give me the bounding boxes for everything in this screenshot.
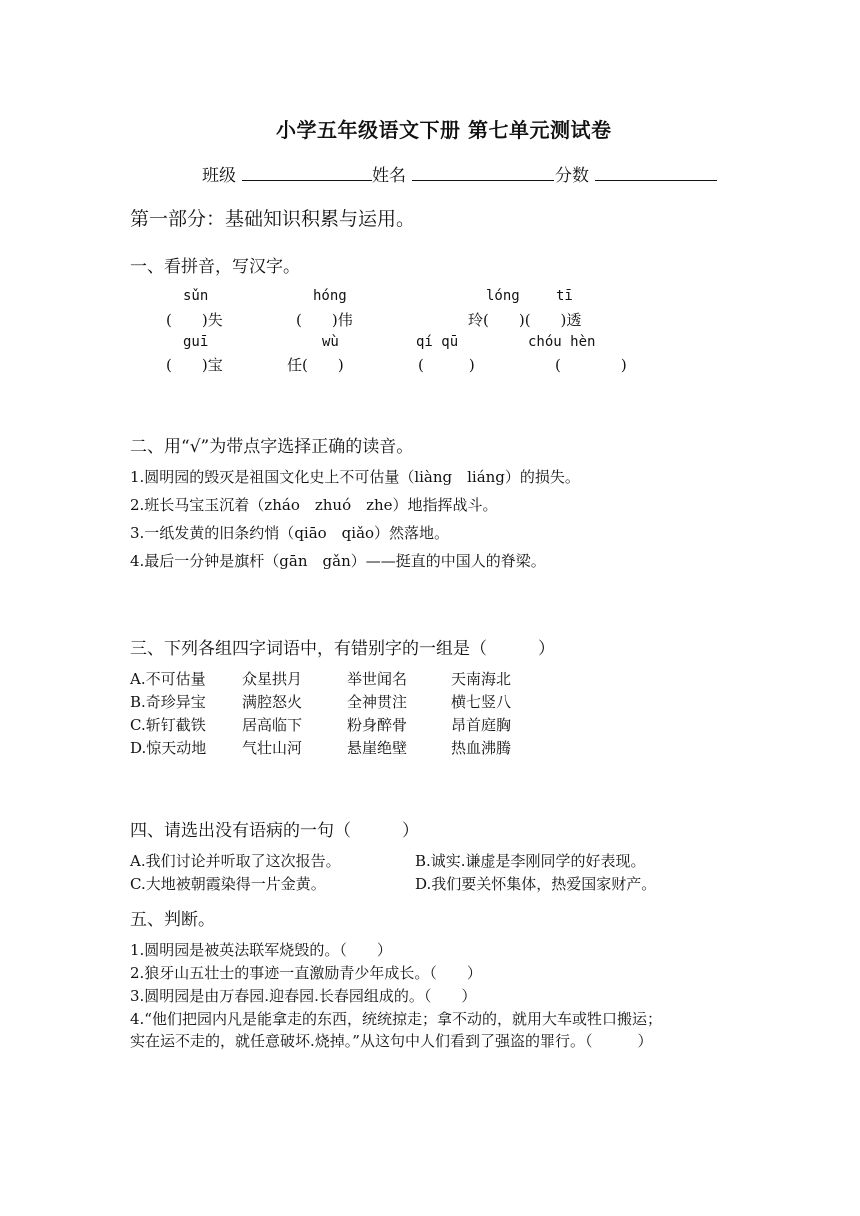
pinyin: lóng <box>486 288 520 304</box>
judgement-item: 1.圆明园是被英法联军烧毁的。（ ） <box>130 941 392 959</box>
part-heading: 第一部分：基础知识积累与运用。 <box>130 208 416 230</box>
answer-blank[interactable]: ( ) <box>418 356 475 374</box>
page-title: 小学五年级语文下册 第七单元测试卷 <box>276 118 612 142</box>
word: 横七竖八 <box>451 693 512 711</box>
class-blank[interactable] <box>242 162 372 181</box>
question-item: 1.圆明园的毁灭是祖国文化史上不可估量（liàng liáng）的损失。 <box>130 468 580 486</box>
word: 粉身醉骨 <box>347 716 408 734</box>
score-blank[interactable] <box>595 162 717 181</box>
word: 全神贯注 <box>347 693 408 711</box>
name-label: 姓名 <box>372 166 406 186</box>
question-item: 2.班长马宝玉沉着（zháo zhuó zhe）地指挥战斗。 <box>130 496 498 514</box>
option-a[interactable]: A.我们讨论并听取了这次报告。 <box>130 852 341 870</box>
question-item: 4.最后一分钟是旗杆（gān gǎn）——挺直的中国人的脊梁。 <box>130 552 546 570</box>
judgement-item: 3.圆明园是由万春园.迎春园.长春园组成的。（ ） <box>130 987 477 1005</box>
score-label: 分数 <box>555 166 589 186</box>
word: 气壮山河 <box>242 739 303 757</box>
judgement-item-continued: 实在运不走的，就任意破坏.烧掉。”从这句中人们看到了强盗的罪行。（ ） <box>130 1032 653 1050</box>
section-3-heading: 三、下列各组四字词语中，有错别字的一组是（ ） <box>130 639 555 659</box>
pinyin: wù <box>322 334 339 350</box>
name-blank[interactable] <box>412 162 554 181</box>
answer-blank[interactable]: ( )伟 <box>296 311 353 329</box>
answer-blank[interactable]: ( )宝 <box>166 356 223 374</box>
answer-blank[interactable]: ( )失 <box>166 311 223 329</box>
word: 举世闻名 <box>347 670 408 688</box>
judgement-item: 4.“他们把园内凡是能拿走的东西，统统掠走；拿不动的，就用大车或牲口搬运； <box>130 1010 662 1028</box>
section-2-heading: 二、用“√”为带点字选择正确的读音。 <box>130 437 414 457</box>
option-d[interactable]: D.惊天动地 <box>130 739 207 757</box>
word: 众星拱月 <box>242 670 303 688</box>
pinyin: hóng <box>313 288 347 304</box>
word: 热血沸腾 <box>451 739 512 757</box>
option-b[interactable]: B.奇珍异宝 <box>130 693 206 711</box>
answer-blank[interactable]: ( ) <box>555 356 627 374</box>
pinyin: chóu hèn <box>528 334 596 350</box>
pinyin: guī <box>183 334 209 350</box>
answer-blank[interactable]: 任( ) <box>287 356 344 374</box>
option-d[interactable]: D.我们要关怀集体，热爱国家财产。 <box>415 875 657 893</box>
word: 昂首庭胸 <box>451 716 512 734</box>
option-c[interactable]: C.大地被朝霞染得一片金黄。 <box>130 875 326 893</box>
word: 满腔怒火 <box>242 693 303 711</box>
section-1-heading: 一、看拼音，写汉字。 <box>130 257 300 277</box>
word: 悬崖绝壁 <box>347 739 408 757</box>
option-a[interactable]: A.不可估量 <box>130 670 206 688</box>
pinyin: tī <box>556 288 573 304</box>
pinyin: qí qū <box>416 334 459 350</box>
class-label: 班级 <box>202 166 236 186</box>
question-item: 3.一纸发黄的旧条约悄（qiāo qiǎo）然落地。 <box>130 524 450 542</box>
pinyin: sǔn <box>183 288 209 304</box>
section-5-heading: 五、判断。 <box>130 910 215 930</box>
section-4-heading: 四、请选出没有语病的一句（ ） <box>130 821 419 841</box>
option-b[interactable]: B.诚实.谦虚是李刚同学的好表现。 <box>415 852 646 870</box>
word: 天南海北 <box>451 670 512 688</box>
word: 居高临下 <box>242 716 303 734</box>
option-c[interactable]: C.斩钉截铁 <box>130 716 206 734</box>
judgement-item: 2.狼牙山五壮士的事迹一直激励青少年成长。（ ） <box>130 964 482 982</box>
answer-blank[interactable]: 玲( )( )透 <box>468 311 582 329</box>
